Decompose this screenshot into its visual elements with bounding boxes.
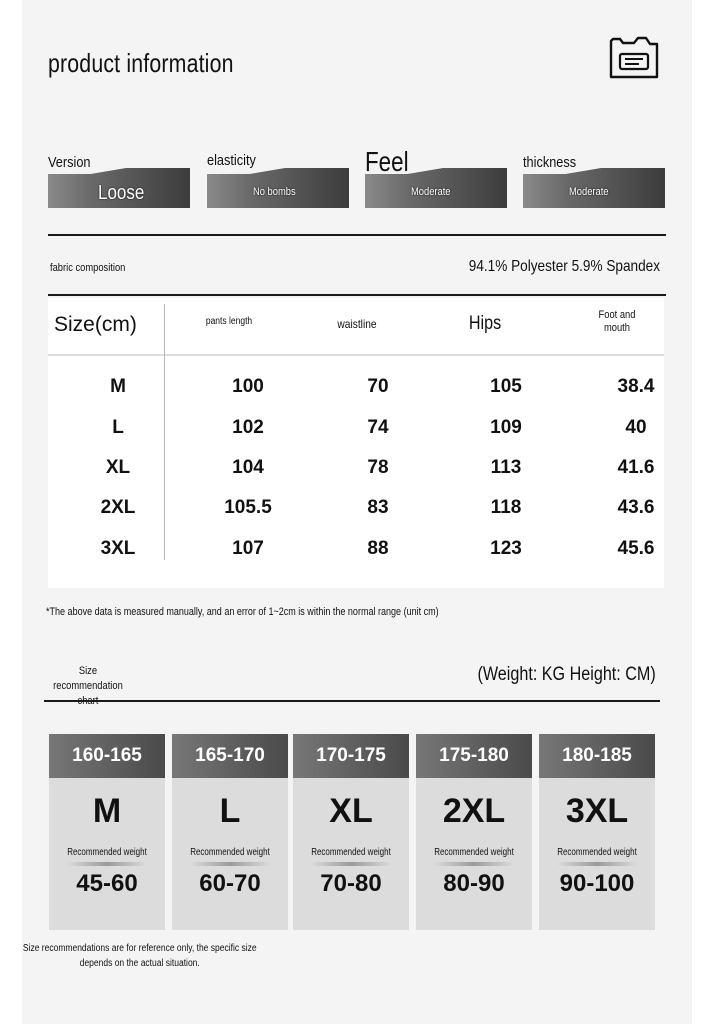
- size-table: [48, 298, 664, 588]
- table-cell: 78: [367, 457, 389, 478]
- card-height: 160-165: [49, 734, 165, 778]
- card-weight-label: Recommended weight: [311, 847, 391, 858]
- divider: [48, 294, 666, 296]
- card-weight: 80-90: [443, 870, 505, 897]
- card-divider: [190, 862, 270, 866]
- table-cell: 88: [367, 538, 389, 559]
- recommendation-label: Size recommendation: [53, 665, 123, 692]
- table-cell: 118: [490, 497, 522, 518]
- card-weight: 90-100: [559, 870, 635, 897]
- card-divider: [557, 862, 637, 866]
- size-card: [49, 734, 165, 930]
- folder-document-icon: [608, 34, 660, 80]
- table-header: [48, 298, 664, 356]
- fabric-value: 94.1% Polyester 5.9% Spandex: [468, 258, 660, 275]
- card-size: XL: [329, 792, 373, 830]
- attribute-label: thickness: [523, 154, 577, 171]
- attribute-feel: [365, 146, 507, 210]
- card-weight: 60-70: [199, 870, 261, 897]
- attribute-value: Moderate: [411, 186, 451, 198]
- table-cell: 3XL: [100, 538, 136, 559]
- size-card: [293, 734, 409, 930]
- page-background: [22, 0, 692, 1024]
- table-cell: 123: [490, 538, 522, 559]
- card-weight-label: Recommended weight: [67, 847, 147, 858]
- footer-disclaimer: Size recommendations are for reference only, the specific size depends on the actual situation.: [22, 943, 257, 969]
- attribute-elasticity: [207, 152, 349, 210]
- attribute-label: Version: [48, 154, 91, 171]
- recommendation-units: (Weight: KG Height: CM): [477, 664, 656, 685]
- table-cell: 45.6: [617, 538, 655, 559]
- attribute-value: Loose: [98, 182, 145, 204]
- table-cell: 104: [232, 457, 264, 478]
- table-cell: XL: [105, 457, 131, 478]
- table-cell: 41.6: [617, 457, 655, 478]
- divider: [44, 700, 660, 702]
- card-height: 175-180: [416, 734, 532, 778]
- size-card: [172, 734, 288, 930]
- table-cell: 38.4: [617, 376, 655, 397]
- header-hips: Hips: [468, 313, 502, 334]
- attribute-label: Feel: [365, 146, 409, 177]
- card-weight: 70-80: [320, 870, 382, 897]
- card-weight-label: Recommended weight: [557, 847, 637, 858]
- table-cell: 40: [625, 417, 647, 438]
- card-size: L: [219, 792, 241, 830]
- page-title: product information: [48, 48, 234, 78]
- header-foot-mouth: Foot and mouth: [598, 309, 636, 335]
- attribute-version: [48, 152, 190, 210]
- table-cell: 113: [490, 457, 522, 478]
- card-size: 3XL: [565, 792, 629, 830]
- card-divider: [434, 862, 514, 866]
- attribute-thickness: [523, 152, 665, 210]
- attribute-value: No bombs: [253, 186, 296, 198]
- header-size: Size(cm): [54, 313, 137, 336]
- size-card: [416, 734, 532, 930]
- card-divider: [67, 862, 147, 866]
- table-cell: 102: [232, 417, 264, 438]
- card-size: M: [92, 792, 122, 830]
- card-weight-label: Recommended weight: [434, 847, 514, 858]
- table-cell: 74: [367, 417, 389, 438]
- table-cell: 70: [367, 376, 389, 397]
- table-cell: 105: [490, 376, 522, 397]
- card-weight: 45-60: [76, 870, 138, 897]
- table-cell: 43.6: [617, 497, 655, 518]
- card-divider: [311, 862, 391, 866]
- header-pants-length: pants length: [205, 316, 253, 327]
- table-cell: 100: [232, 376, 264, 397]
- measurement-note: *The above data is measured manually, and an error of 1~2cm is within the normal range (unit cm): [46, 606, 439, 618]
- attribute-label: elasticity: [207, 152, 256, 169]
- card-height: 165-170: [172, 734, 288, 778]
- attribute-value: Moderate: [569, 186, 609, 198]
- table-cell: L: [112, 417, 124, 438]
- card-size: 2XL: [442, 792, 506, 830]
- table-cell: 105.5: [224, 497, 272, 518]
- size-card: [539, 734, 655, 930]
- divider: [48, 234, 666, 236]
- card-height: 170-175: [293, 734, 409, 778]
- card-height: 180-185: [539, 734, 655, 778]
- table-cell: 109: [490, 417, 522, 438]
- table-cell: M: [110, 376, 126, 397]
- card-weight-label: Recommended weight: [190, 847, 270, 858]
- table-cell: 107: [232, 538, 264, 559]
- header-waistline: waistline: [337, 317, 377, 331]
- table-cell: 83: [367, 497, 389, 518]
- fabric-label: fabric composition: [50, 262, 126, 274]
- table-cell: 2XL: [100, 497, 136, 518]
